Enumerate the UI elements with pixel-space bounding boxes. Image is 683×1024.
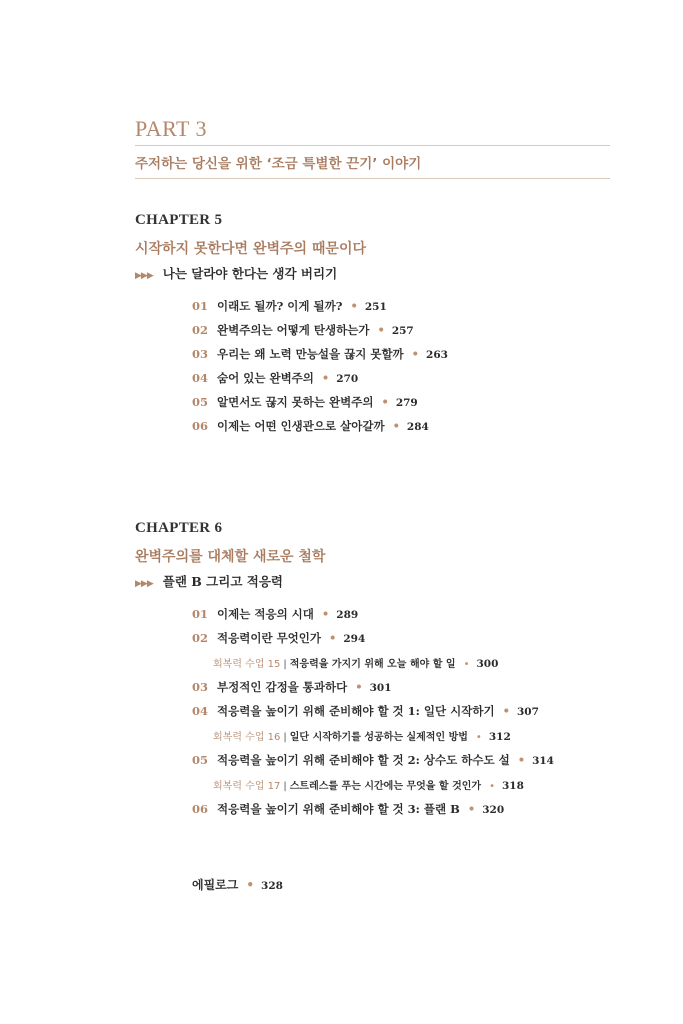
toc-entry[interactable] — [192, 801, 504, 817]
toc-page: 284 — [406, 421, 429, 433]
toc-entry[interactable] — [192, 298, 387, 314]
epilogue-text: 에필로그 — [192, 878, 239, 892]
part-rule-bottom — [135, 178, 610, 179]
toc-entry[interactable] — [192, 630, 365, 646]
bullet-icon: • — [502, 704, 510, 718]
bullet-icon: • — [475, 732, 482, 743]
toc-text: 부정적인 감정을 통과하다 — [217, 680, 348, 694]
bullet-icon: • — [411, 347, 420, 361]
toc-text: 숨어 있는 완벽주의 — [217, 371, 314, 385]
toc-number: 05 — [192, 395, 209, 409]
epilogue-page: 328 — [261, 880, 283, 892]
separator: | — [283, 659, 287, 670]
triple-arrow-icon: ▶▶▶ — [135, 271, 153, 281]
chapter-5-subtitle — [135, 264, 337, 282]
toc-entry[interactable] — [192, 703, 539, 719]
bullet-icon: • — [463, 659, 470, 670]
toc-entry[interactable] — [192, 606, 358, 622]
bullet-icon: • — [517, 753, 526, 767]
lesson-label: 회복력 수업 15 — [213, 659, 281, 670]
toc-entry[interactable] — [192, 394, 418, 410]
bullet-icon: • — [350, 299, 358, 313]
toc-text: 일단 시작하기를 성공하는 실제적인 방법 — [289, 732, 468, 743]
triple-arrow-icon: ▶▶▶ — [135, 579, 153, 589]
toc-entry[interactable] — [192, 370, 358, 386]
toc-page: 318 — [501, 780, 524, 792]
bullet-icon: • — [381, 395, 389, 409]
toc-entry[interactable] — [192, 418, 429, 434]
toc-text: 적응력이란 무엇인가 — [217, 631, 321, 645]
toc-number: 02 — [192, 323, 209, 337]
part-title: PART 3 — [135, 116, 207, 141]
toc-entry[interactable] — [192, 346, 448, 362]
toc-text: 알면서도 끊지 못하는 완벽주의 — [217, 395, 374, 409]
toc-entry[interactable] — [192, 679, 392, 695]
toc-text: 이래도 될까? 이게 될까? — [217, 299, 343, 313]
toc-subentry[interactable] — [213, 655, 498, 670]
toc-number: 04 — [192, 371, 209, 385]
toc-page: 289 — [336, 609, 359, 621]
epilogue-entry[interactable] — [192, 876, 283, 893]
toc-text: 완벽주의는 어떻게 탄생하는가 — [217, 323, 370, 337]
toc-page: 320 — [482, 804, 505, 816]
toc-text: 적응력을 높이기 위해 준비해야 할 것 2: 상수도 하수도 설 — [217, 753, 510, 767]
toc-page: 263 — [426, 349, 448, 361]
toc-page: 300 — [476, 658, 499, 670]
bullet-icon: • — [246, 878, 255, 892]
toc-text: 적응력을 높이기 위해 준비해야 할 것 3: 플랜 B — [217, 802, 460, 816]
toc-page: 301 — [369, 682, 392, 694]
toc-text: 스트레스를 푸는 시간에는 무엇을 할 것인가 — [289, 781, 482, 792]
lesson-label: 회복력 수업 16 — [213, 732, 281, 743]
toc-number: 01 — [192, 299, 209, 313]
chapter-5-title: 시작하지 못한다면 완벽주의 때문이다 — [135, 241, 367, 257]
bullet-icon: • — [377, 323, 385, 337]
bullet-icon: • — [329, 631, 337, 645]
part-rule-top — [135, 145, 610, 146]
bullet-icon: • — [321, 371, 330, 385]
bullet-icon: • — [355, 680, 363, 694]
toc-number: 04 — [192, 704, 209, 718]
separator: | — [283, 732, 287, 743]
separator: | — [283, 781, 287, 792]
toc-text: 이제는 어떤 인생관으로 살아갈까 — [217, 419, 385, 433]
chapter-5-label: CHAPTER 5 — [135, 212, 223, 228]
toc-number: 03 — [192, 680, 209, 694]
toc-number: 02 — [192, 631, 209, 645]
toc-entry[interactable] — [192, 752, 554, 768]
lesson-label: 회복력 수업 17 — [213, 781, 281, 792]
toc-page: 314 — [532, 755, 554, 767]
toc-text: 이제는 적응의 시대 — [217, 607, 314, 621]
bullet-icon: • — [321, 607, 330, 621]
toc-page: 294 — [343, 633, 366, 645]
chapter-6-subtitle-text: 플랜 B 그리고 적응력 — [162, 574, 283, 589]
toc-number: 03 — [192, 347, 209, 361]
bullet-icon: • — [489, 781, 495, 792]
toc-number: 05 — [192, 753, 209, 767]
toc-page: 251 — [364, 301, 387, 313]
chapter-6-label: CHAPTER 6 — [135, 520, 223, 536]
toc-subentry[interactable] — [213, 777, 524, 792]
toc-number: 01 — [192, 607, 209, 621]
toc-entry[interactable] — [192, 322, 414, 338]
toc-page: 279 — [395, 397, 418, 409]
part-subtitle: 주저하는 당신을 위한 ‘조금 특별한 끈기’ 이야기 — [135, 156, 422, 172]
chapter-6-subtitle — [135, 572, 283, 590]
chapter-6-title: 완벽주의를 대체할 새로운 철학 — [135, 549, 326, 565]
toc-page: 312 — [488, 731, 511, 743]
bullet-icon: • — [467, 802, 476, 816]
toc-text: 우리는 왜 노력 만능설을 끊지 못할까 — [217, 347, 404, 361]
toc-subentry[interactable] — [213, 728, 511, 743]
toc-page: 270 — [336, 373, 359, 385]
toc-number: 06 — [192, 802, 209, 816]
bullet-icon: • — [392, 419, 400, 433]
toc-text: 적응력을 가지기 위해 오늘 해야 할 일 — [289, 659, 456, 670]
toc-number: 06 — [192, 419, 209, 433]
toc-page: 307 — [516, 706, 539, 718]
toc-text: 적응력을 높이기 위해 준비해야 할 것 1: 일단 시작하기 — [217, 704, 495, 718]
toc-page: 257 — [391, 325, 414, 337]
chapter-5-subtitle-text: 나는 달라야 한다는 생각 버리기 — [162, 266, 338, 281]
